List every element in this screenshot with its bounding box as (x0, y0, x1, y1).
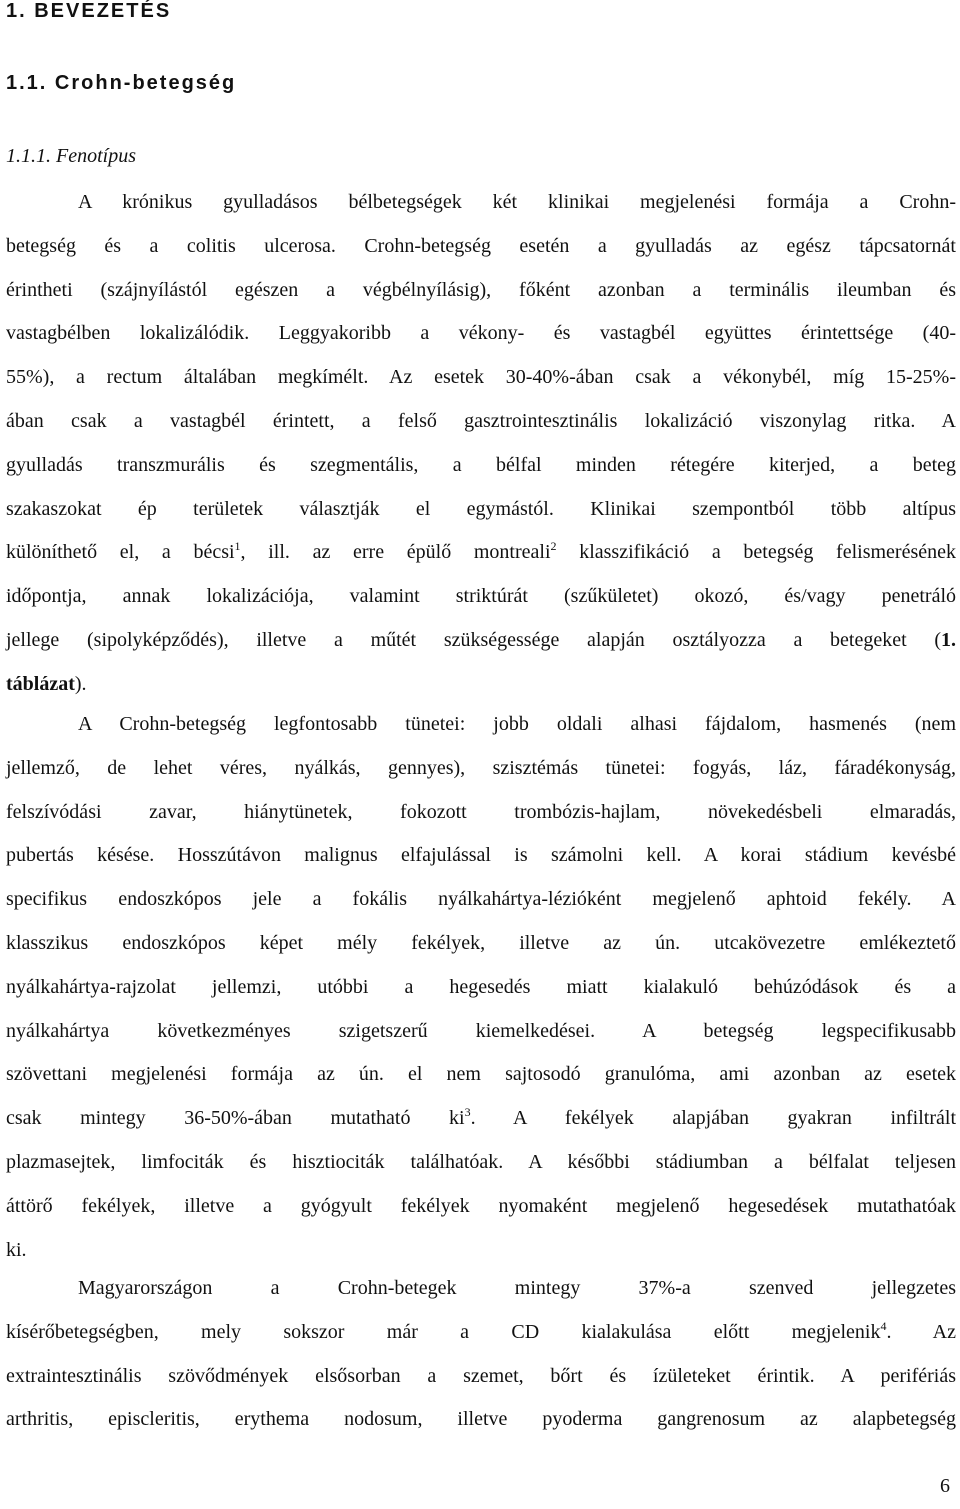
text-segment: különíthető el, a bécsi (6, 541, 235, 564)
text-line: jellemző, de lehet véres, nyálkás, gennyes), szisztémás tünetei: fogyás, láz, fáradékonyság, (6, 756, 956, 779)
table-ref: 1. (941, 628, 956, 651)
text-segment: . Az (886, 1320, 957, 1343)
text-line: pubertás késése. Hosszútávon malignus elfajulással is számolni kell. A korai stádium kevésbé (6, 844, 956, 867)
text-line: A krónikus gyulladásos bélbetegségek két klinikai megjelenési formája a Crohn- (78, 191, 956, 213)
text-line (6, 531, 956, 575)
text-segment: , ill. az erre épülő montreali (240, 541, 551, 564)
text-line: időpontja, annak lokalizációja, valamint striktúrát (szűkületet) okozó, és/vagy penetráló (6, 585, 956, 608)
text-line (6, 1097, 956, 1141)
subsection-heading: 1.1.1. Fenotípus (6, 145, 136, 167)
text-line (6, 1311, 956, 1355)
text-line (6, 619, 956, 663)
text-line: 55%), a rectum általában megkímélt. Az esetek 30-40%-ában csak a vékonybél, míg 15-25%- (6, 366, 956, 389)
text-line (6, 663, 956, 707)
text-line: felszívódási zavar, hiánytünetek, fokozott trombózis-hajlam, növekedésbeli elmaradás, (6, 800, 956, 823)
text-line: A Crohn-betegség legfontosabb tünetei: jobb oldali alhasi fájdalom, hasmenés (nem (78, 713, 956, 735)
text-line: plazmasejtek, limfociták és hisztiociták találhatóak. A későbbi stádiumban a bélfalat teljesen (6, 1150, 956, 1173)
text-line: gyulladás transzmurális és szegmentális, a bélfal minden rétegére kiterjed, a beteg (6, 453, 956, 476)
paragraph-phenotype (6, 181, 956, 707)
text-segment: csak mintegy 36-50%-ában mutatható ki (6, 1107, 465, 1130)
text-line: vastagbélben lokalizálódik. Leggyakoribb a vékony- és vastagbél együttes érintettsége (40- (6, 322, 956, 345)
paragraph-comorbidities (6, 1267, 956, 1442)
text-segment: klasszifikáció a betegség felismerésének (556, 541, 956, 564)
text-line: extraintesztinális szövődmények elsősorban a szemet, bőrt és ízületeket érintik. A perifériás (6, 1364, 956, 1387)
text-line: nyálkahártya-rajzolat jellemzi, utóbbi a hegesedés miatt kialakuló behúzódások és a (6, 975, 956, 998)
citation-ref: 3 (464, 1105, 471, 1120)
text-line: ában csak a vastagbél érintett, a felső gasztrointesztinális lokalizáció viszonylag ritka. A (6, 409, 956, 432)
section-heading: 1.1. Crohn-betegség (6, 72, 237, 94)
text-segment: jellege (sipolyképződés), illetve a műtét szükségessége alapján osztályozza a betegeket ( (6, 628, 941, 651)
chapter-heading: 1. BEVEZETÉS (6, 0, 172, 22)
page-number: 6 (940, 1475, 950, 1497)
text-line: betegség és a colitis ulcerosa. Crohn-betegség esetén a gyulladás az egész tápcsatornát (6, 234, 956, 257)
text-line: érintheti (szájnyílástól egészen a végbélnyílásig), főként azonban a terminális ileumban és (6, 278, 956, 301)
text-line: nyálkahártya következményes szigetszerű kiemelkedései. A betegség legspecifikusabb (6, 1019, 956, 1042)
text-line: szövettani megjelenési formája az ún. el nem sajtosodó granulóma, ami azonban az esetek (6, 1063, 956, 1086)
text-line: áttörő fekélyek, illetve a gyógyult fekélyek nyomaként megjelenő hegesedések mutathatóak (6, 1194, 956, 1217)
text-line: szakaszokat ép területek választják el egymástól. Klinikai szempontból több altípus (6, 497, 956, 520)
citation-ref: 1 (234, 539, 241, 554)
text-line: Magyarországon a Crohn-betegek mintegy 37%-a szenved jellegzetes (78, 1277, 956, 1299)
table-ref: táblázat (6, 672, 75, 695)
text-segment: . A fekélyek alapjában gyakran infiltrált (470, 1107, 957, 1130)
text-line: specifikus endoszkópos jele a fokális nyálkahártya-lézióként megjelenő aphtoid fekély. A (6, 888, 956, 911)
text-segment: ). (74, 672, 87, 695)
text-line: ki. (6, 1238, 27, 1261)
text-segment: kísérőbetegségben, mely sokszor már a CD kialakulása előtt megjelenik (6, 1320, 881, 1343)
text-line: klasszikus endoszkópos képet mély fekélyek, illetve az ún. utcakövezetre emlékeztető (6, 931, 956, 954)
paragraph-symptoms (6, 703, 956, 1272)
citation-ref: 2 (550, 539, 557, 554)
text-line: arthritis, episcleritis, erythema nodosum, illetve pyoderma gangrenosum az alapbetegség (6, 1408, 956, 1431)
citation-ref: 4 (880, 1318, 887, 1333)
